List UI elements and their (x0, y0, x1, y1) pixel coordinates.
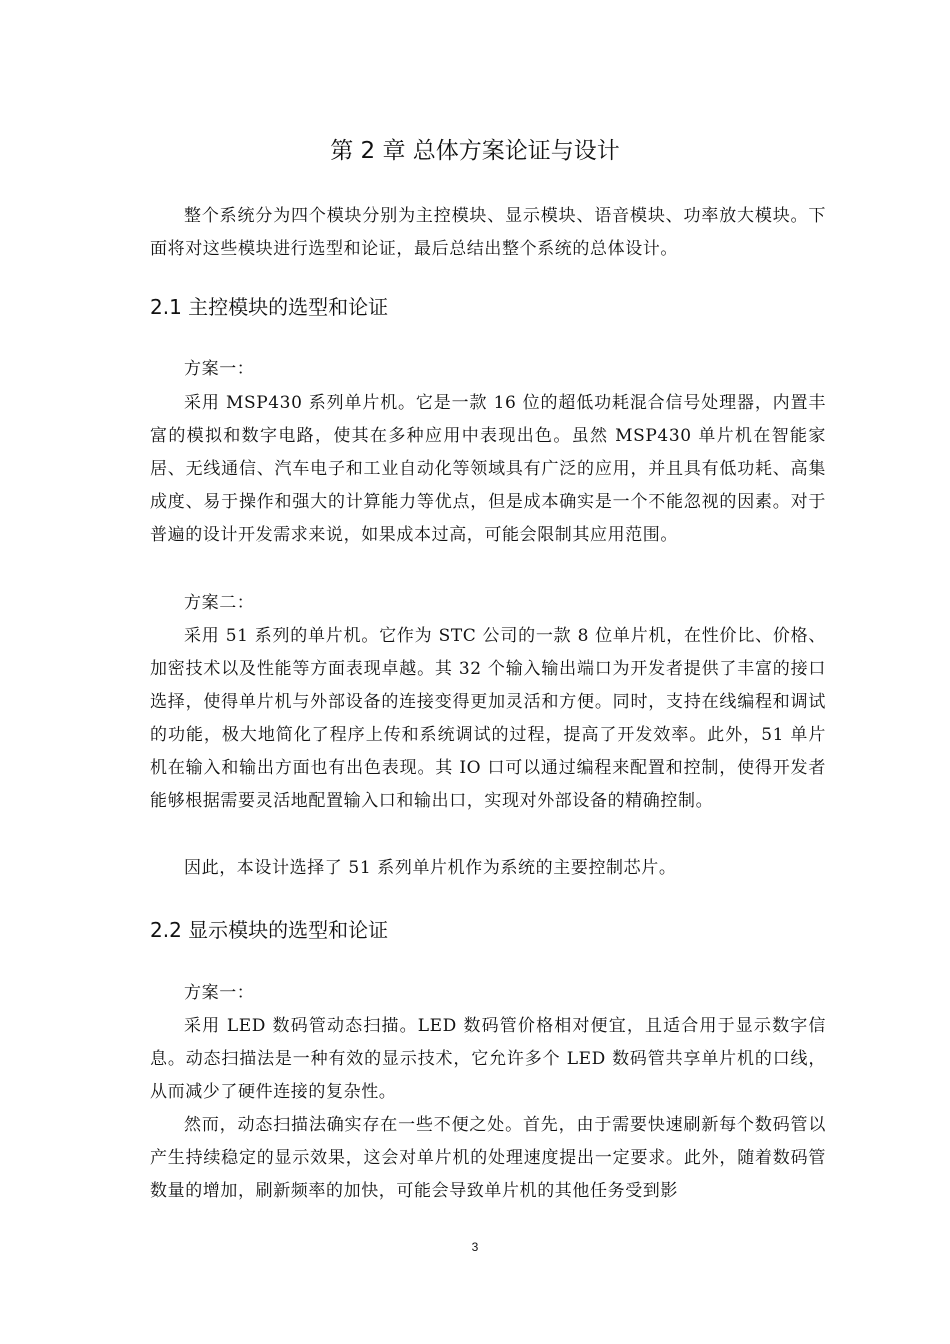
section-2-1-option1-text: 采用 MSP430 系列单片机。它是一款 16 位的超低功耗混合信号处理器，内置丰富的模拟和数字电路，使其在多种应用中表现出色。虽然 MSP430 单片机在智能家居、无线通信、汽车电子和工业自动化等领域具有广泛的应用，并且具有低功耗、高集成度、易于操作和强大的计算能力等优点，但是成本确实是一个不能忽视的因素。对于普遍的设计开发需求来说，如果成本过高，可能会限制其应用范围。 (150, 393, 826, 545)
section-2-2-title: 2.2 显示模块的选型和论证 (150, 918, 389, 942)
page-number: 3 (471, 1240, 479, 1254)
section-2-1-option2-label: 方案二： (184, 593, 255, 613)
section-2-1-title: 2.1 主控模块的选型和论证 (150, 295, 389, 319)
section-2-1-conclusion: 因此，本设计选择了 51 系列单片机作为系统的主要控制芯片。 (184, 858, 677, 878)
chapter-title: 第 2 章 总体方案论证与设计 (330, 138, 620, 164)
section-2-2-option1-text: 采用 LED 数码管动态扫描。LED 数码管价格相对便宜，且适合用于显示数字信息。动态扫描法是一种有效的显示技术，它允许多个 LED 数码管共享单片机的口线，从而减少了硬件连接的复杂性。 (150, 1016, 826, 1102)
section-2-2-option1-text2: 然而，动态扫描法确实存在一些不便之处。首先，由于需要快速刷新每个数码管以产生持续稳定的显示效果，这会对单片机的处理速度提出一定要求。此外，随着数码管数量的增加，刷新频率的加快，可能会导致单片机的其他任务受到影 (150, 1115, 826, 1201)
section-2-2-option1-label: 方案一： (184, 983, 255, 1003)
section-2-1-option1-label: 方案一： (184, 359, 255, 379)
section-2-1-option2-text: 采用 51 系列的单片机。它作为 STC 公司的一款 8 位单片机，在性价比、价格、加密技术以及性能等方面表现卓越。其 32 个输入输出端口为开发者提供了丰富的接口选择，使得单片机与外部设备的连接变得更加灵活和方便。同时，支持在线编程和调试的功能，极大地简化了程序上传和系统调试的过程，提高了开发效率。此外，51 单片机在输入和输出方面也有出色表现。其 IO 口可以通过编程来配置和控制，使得开发者能够根据需要灵活地配置输入口和输出口，实现对外部设备的精确控制。 (150, 626, 826, 811)
intro-paragraph: 整个系统分为四个模块分别为主控模块、显示模块、语音模块、功率放大模块。下面将对这些模块进行选型和论证，最后总结出整个系统的总体设计。 (150, 206, 826, 259)
